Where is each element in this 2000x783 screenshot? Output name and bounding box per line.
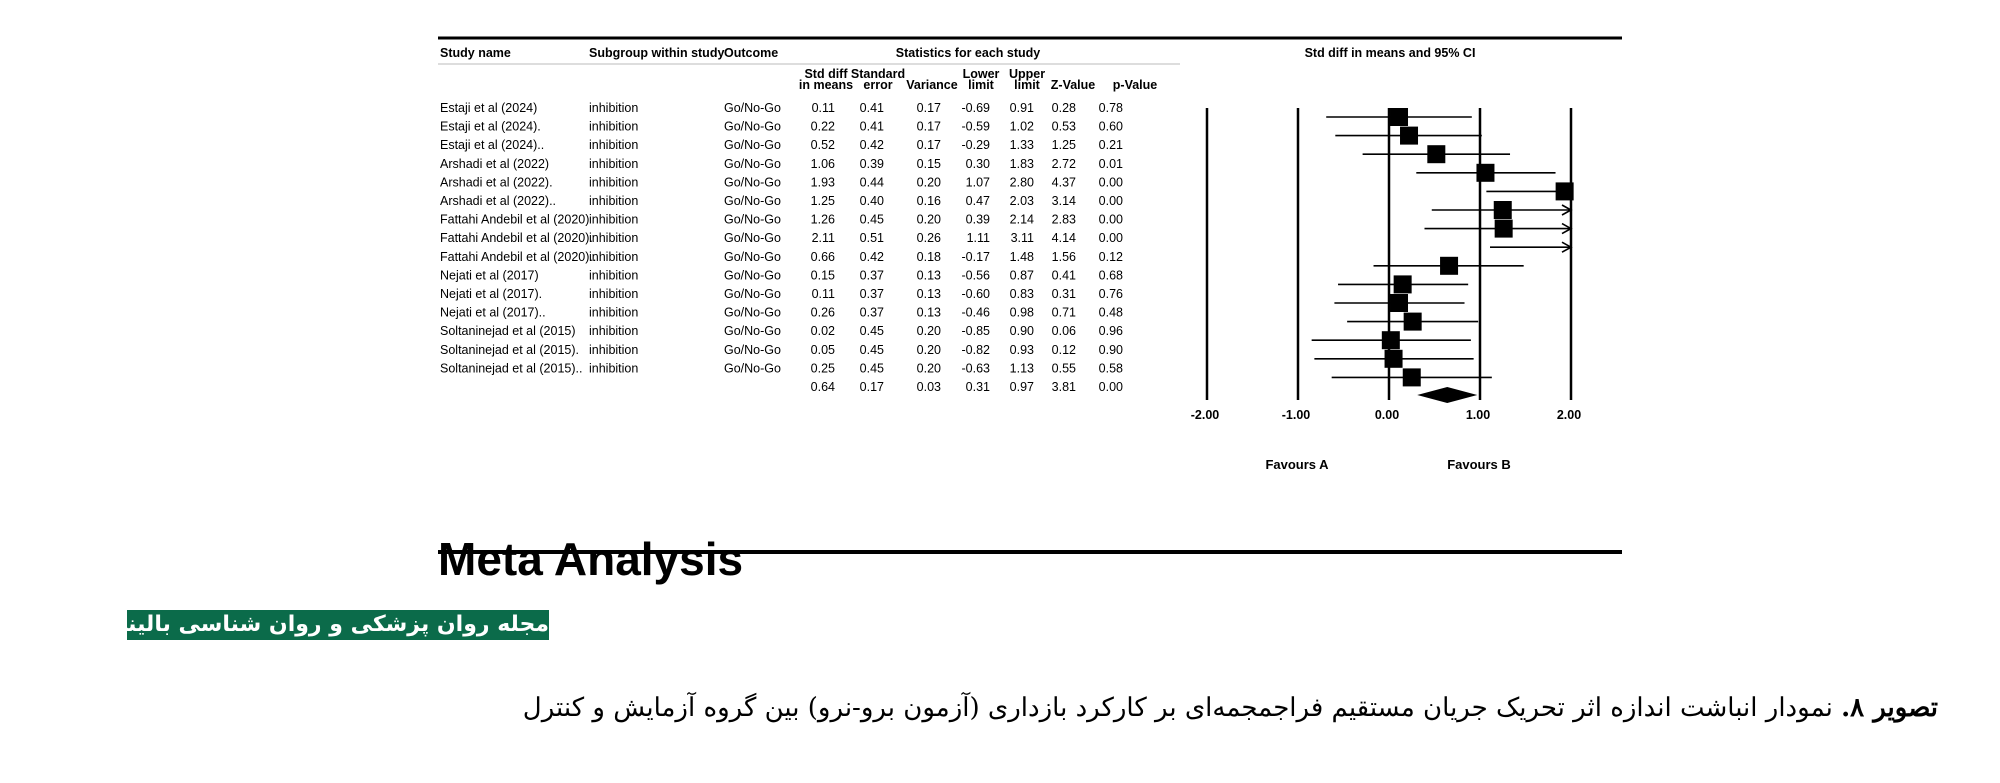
effect-marker	[1427, 145, 1445, 163]
stat-var: 0.15	[916, 156, 941, 171]
stat-p: 0.00	[1098, 231, 1123, 246]
effect-marker	[1390, 108, 1408, 126]
column-header-top: Std diff	[804, 67, 848, 81]
stat-upper: 0.98	[1009, 305, 1034, 320]
stat-var: 0.20	[916, 342, 941, 357]
stat-lower: 0.39	[965, 212, 990, 227]
header-subgroup: Subgroup within study	[589, 46, 725, 60]
study-name: Soltaninejad et al (2015)..	[440, 361, 583, 376]
stat-p: 0.58	[1098, 361, 1123, 376]
stat-z: 4.14	[1051, 231, 1076, 246]
stat-z: 1.25	[1051, 138, 1076, 153]
stat-var: 0.17	[916, 119, 941, 134]
outcome-cell: Go/No-Go	[724, 156, 781, 171]
stat-p: 0.00	[1098, 212, 1123, 227]
caption-text: نمودار انباشت اندازه اثر تحریک جریان مستقیم فراجمجمه‌ای بر کارکرد بازداری (آزمون برو-نرو) بین گروه آزمایش و کنترل	[522, 693, 1842, 723]
outcome-cell: Go/No-Go	[724, 231, 781, 246]
x-tick-label: 2.00	[1556, 408, 1582, 422]
outcome-cell: Go/No-Go	[724, 287, 781, 301]
stat-upper: 0.93	[1009, 342, 1034, 357]
subgroup-cell: inhibition	[589, 287, 639, 301]
header-study-name: Study name	[440, 46, 511, 60]
column-header-bottom: Variance	[906, 78, 958, 92]
effect-marker	[1476, 164, 1494, 182]
stat-p: 0.60	[1098, 119, 1123, 134]
stat-smd: 0.15	[810, 268, 835, 283]
header-ci-title: Std diff in means and 95% CI	[1304, 46, 1476, 60]
stat-p: 0.78	[1098, 101, 1123, 115]
x-tick-label: -2.00	[1190, 408, 1220, 422]
stat-upper: 1.83	[1009, 156, 1034, 171]
summary-se: 0.17	[859, 380, 884, 394]
x-tick-label: 1.00	[1465, 408, 1491, 422]
stat-var: 0.18	[916, 249, 941, 264]
subgroup-cell: inhibition	[589, 119, 639, 134]
column-header-bottom: Z-Value	[1050, 78, 1096, 92]
column-header-top: Standard	[850, 67, 906, 81]
outcome-cell: Go/No-Go	[724, 305, 781, 320]
favours-right-label: Favours B	[1447, 457, 1511, 472]
outcome-cell: Go/No-Go	[724, 138, 781, 153]
study-name: Estaji et al (2024)	[440, 101, 538, 115]
study-name: Fattahi Andebil et al (2020).	[440, 231, 593, 246]
effect-marker	[1382, 331, 1400, 349]
outcome-cell: Go/No-Go	[724, 119, 781, 134]
study-name: Estaji et al (2024).	[440, 119, 541, 134]
stat-smd: 0.26	[810, 305, 835, 320]
summary-diamond	[1417, 387, 1477, 403]
stat-p: 0.96	[1098, 324, 1123, 339]
summary-lower: 0.31	[965, 380, 990, 394]
stat-var: 0.13	[916, 268, 941, 283]
stat-z: 0.28	[1051, 101, 1076, 115]
stat-smd: 0.52	[810, 138, 835, 153]
stat-p: 0.00	[1098, 194, 1123, 208]
study-name: Soltaninejad et al (2015).	[440, 342, 579, 357]
outcome-cell: Go/No-Go	[724, 342, 781, 357]
stat-lower: -0.29	[961, 138, 990, 153]
stat-upper: 1.48	[1009, 249, 1034, 264]
stat-upper: 0.91	[1009, 101, 1034, 115]
header-stats-title: Statistics for each study	[895, 46, 1041, 60]
stat-upper: 0.90	[1009, 324, 1034, 339]
study-name: Soltaninejad et al (2015)	[440, 324, 576, 339]
stat-lower: -0.17	[961, 249, 990, 264]
header-outcome: Outcome	[724, 46, 779, 60]
column-header-bottom: p-Value	[1112, 78, 1158, 92]
effect-marker	[1494, 201, 1512, 219]
study-name: Fattahi Andebil et al (2020)..	[440, 249, 597, 264]
stat-upper: 0.87	[1009, 268, 1034, 283]
outcome-cell: Go/No-Go	[724, 249, 781, 264]
subgroup-cell: inhibition	[589, 175, 639, 190]
stat-upper: 1.02	[1009, 119, 1034, 134]
stat-lower: -0.69	[961, 101, 990, 115]
summary-z: 3.81	[1051, 380, 1076, 394]
subgroup-cell: inhibition	[589, 101, 639, 115]
outcome-cell: Go/No-Go	[724, 212, 781, 227]
subgroup-cell: inhibition	[589, 156, 639, 171]
stat-se: 0.41	[859, 119, 884, 134]
effect-marker	[1404, 313, 1422, 331]
stat-upper: 2.80	[1009, 175, 1034, 190]
stat-lower: -0.85	[961, 324, 990, 339]
stat-lower: 1.07	[965, 175, 990, 190]
study-name: Arshadi et al (2022).	[440, 175, 553, 190]
stat-upper: 2.14	[1009, 212, 1034, 227]
outcome-cell: Go/No-Go	[724, 175, 781, 190]
stat-lower: -0.82	[961, 342, 990, 357]
stat-upper: 1.13	[1009, 361, 1034, 376]
stat-var: 0.20	[916, 324, 941, 339]
stat-p: 0.12	[1098, 249, 1123, 264]
effect-marker	[1400, 127, 1418, 145]
summary-upper: 0.97	[1009, 380, 1034, 394]
stat-upper: 0.83	[1009, 287, 1034, 301]
effect-marker	[1495, 220, 1513, 238]
stat-upper: 3.11	[1010, 231, 1034, 246]
stat-z: 0.53	[1051, 119, 1076, 134]
outcome-cell: Go/No-Go	[724, 101, 781, 115]
column-header-top: Lower	[962, 67, 1000, 81]
study-name: Estaji et al (2024)..	[440, 138, 545, 153]
stat-var: 0.13	[916, 287, 941, 301]
stat-se: 0.37	[859, 287, 884, 301]
stat-smd: 2.11	[811, 231, 835, 246]
stat-smd: 1.93	[810, 175, 835, 190]
stat-smd: 0.02	[810, 324, 835, 339]
effect-marker	[1390, 294, 1408, 312]
stat-se: 0.40	[859, 194, 884, 208]
stat-z: 2.72	[1051, 156, 1076, 171]
effect-marker	[1556, 182, 1574, 200]
stat-se: 0.44	[859, 175, 884, 190]
stat-smd: 1.25	[810, 194, 835, 208]
study-name: Arshadi et al (2022)	[440, 156, 550, 171]
stat-se: 0.42	[859, 138, 884, 153]
study-name: Nejati et al (2017).	[440, 287, 543, 301]
summary-var: 0.03	[916, 380, 941, 394]
stat-se: 0.45	[859, 212, 884, 227]
stat-smd: 0.66	[810, 249, 835, 264]
stat-var: 0.20	[916, 175, 941, 190]
stat-upper: 1.33	[1009, 138, 1034, 153]
summary-p: 0.00	[1098, 380, 1123, 394]
stat-upper: 2.03	[1009, 194, 1034, 208]
outcome-cell: Go/No-Go	[724, 194, 781, 208]
x-tick-label: -1.00	[1281, 408, 1311, 422]
stat-se: 0.37	[859, 268, 884, 283]
stat-se: 0.45	[859, 342, 884, 357]
stat-var: 0.17	[916, 138, 941, 153]
outcome-cell: Go/No-Go	[724, 268, 781, 283]
stat-lower: -0.46	[961, 305, 990, 320]
stat-lower: -0.63	[961, 361, 990, 376]
stat-smd: 0.11	[811, 101, 835, 115]
column-header-bottom: limit	[968, 78, 994, 92]
summary-smd: 0.64	[810, 380, 835, 394]
stat-p: 0.90	[1098, 342, 1123, 357]
stat-z: 0.31	[1051, 287, 1076, 301]
stat-var: 0.20	[916, 361, 941, 376]
stat-p: 0.48	[1098, 305, 1123, 320]
stat-z: 2.83	[1051, 212, 1076, 227]
subgroup-cell: inhibition	[589, 305, 639, 320]
effect-marker	[1394, 275, 1412, 293]
effect-marker	[1403, 368, 1421, 386]
column-header-bottom: error	[863, 78, 893, 92]
study-name: Fattahi Andebil et al (2020)	[440, 212, 590, 227]
subgroup-cell: inhibition	[589, 231, 639, 246]
favours-left-label: Favours A	[1265, 457, 1329, 472]
effect-marker	[1440, 257, 1458, 275]
stat-se: 0.41	[859, 101, 884, 115]
stat-z: 3.14	[1051, 194, 1076, 208]
stat-z: 4.37	[1051, 175, 1076, 190]
subgroup-cell: inhibition	[589, 138, 639, 153]
stat-se: 0.39	[859, 156, 884, 171]
subgroup-cell: inhibition	[589, 324, 639, 339]
stat-lower: 1.11	[966, 231, 990, 246]
stat-z: 0.06	[1051, 324, 1076, 339]
stat-p: 0.21	[1098, 138, 1123, 153]
stat-var: 0.13	[916, 305, 941, 320]
stat-smd: 0.25	[810, 361, 835, 376]
stat-se: 0.51	[859, 231, 884, 246]
subgroup-cell: inhibition	[589, 249, 639, 264]
x-tick-label: 0.00	[1374, 408, 1400, 422]
stat-z: 0.71	[1051, 305, 1076, 320]
stat-p: 0.68	[1098, 268, 1123, 283]
stat-p: 0.76	[1098, 287, 1123, 301]
stat-p: 0.01	[1098, 156, 1123, 171]
stat-se: 0.37	[859, 305, 884, 320]
study-name: Nejati et al (2017)	[440, 268, 539, 283]
stat-var: 0.16	[916, 194, 941, 208]
study-name: Nejati et al (2017)..	[440, 305, 546, 320]
subgroup-cell: inhibition	[589, 212, 639, 227]
stat-se: 0.45	[859, 361, 884, 376]
column-header-bottom: limit	[1014, 78, 1040, 92]
subgroup-cell: inhibition	[589, 361, 639, 376]
journal-logo: مجله روان پزشکی و روان شناسی بالینی ایران	[127, 610, 549, 640]
column-header-bottom: in means	[798, 78, 854, 92]
subgroup-cell: inhibition	[589, 194, 639, 208]
stat-smd: 1.06	[810, 156, 835, 171]
stat-se: 0.45	[859, 324, 884, 339]
stat-lower: 0.30	[965, 156, 990, 171]
banner-title: Meta Analysis	[438, 533, 744, 585]
outcome-cell: Go/No-Go	[724, 361, 781, 376]
stat-var: 0.17	[916, 101, 941, 115]
stat-smd: 0.05	[810, 342, 835, 357]
stat-lower: 0.47	[965, 194, 990, 208]
caption-label: تصویر ۸.	[1841, 693, 1938, 723]
stat-p: 0.00	[1098, 175, 1123, 190]
stat-lower: -0.60	[961, 287, 990, 301]
figure-caption	[378, 688, 1938, 728]
subgroup-cell: inhibition	[589, 268, 639, 283]
stat-var: 0.20	[916, 212, 941, 227]
stat-smd: 0.22	[810, 119, 835, 134]
column-header-top: Upper	[1008, 67, 1046, 81]
effect-marker	[1385, 350, 1403, 368]
stat-z: 1.56	[1051, 249, 1076, 264]
stat-se: 0.42	[859, 249, 884, 264]
stat-var: 0.26	[916, 231, 941, 246]
stat-z: 0.55	[1051, 361, 1076, 376]
stat-z: 0.12	[1051, 342, 1076, 357]
stat-lower: -0.56	[961, 268, 990, 283]
study-name: Arshadi et al (2022)..	[440, 194, 557, 208]
stat-z: 0.41	[1051, 268, 1076, 283]
stat-lower: -0.59	[961, 119, 990, 134]
outcome-cell: Go/No-Go	[724, 324, 781, 339]
subgroup-cell: inhibition	[589, 342, 639, 357]
stat-smd: 0.11	[811, 287, 835, 301]
stat-smd: 1.26	[810, 212, 835, 227]
